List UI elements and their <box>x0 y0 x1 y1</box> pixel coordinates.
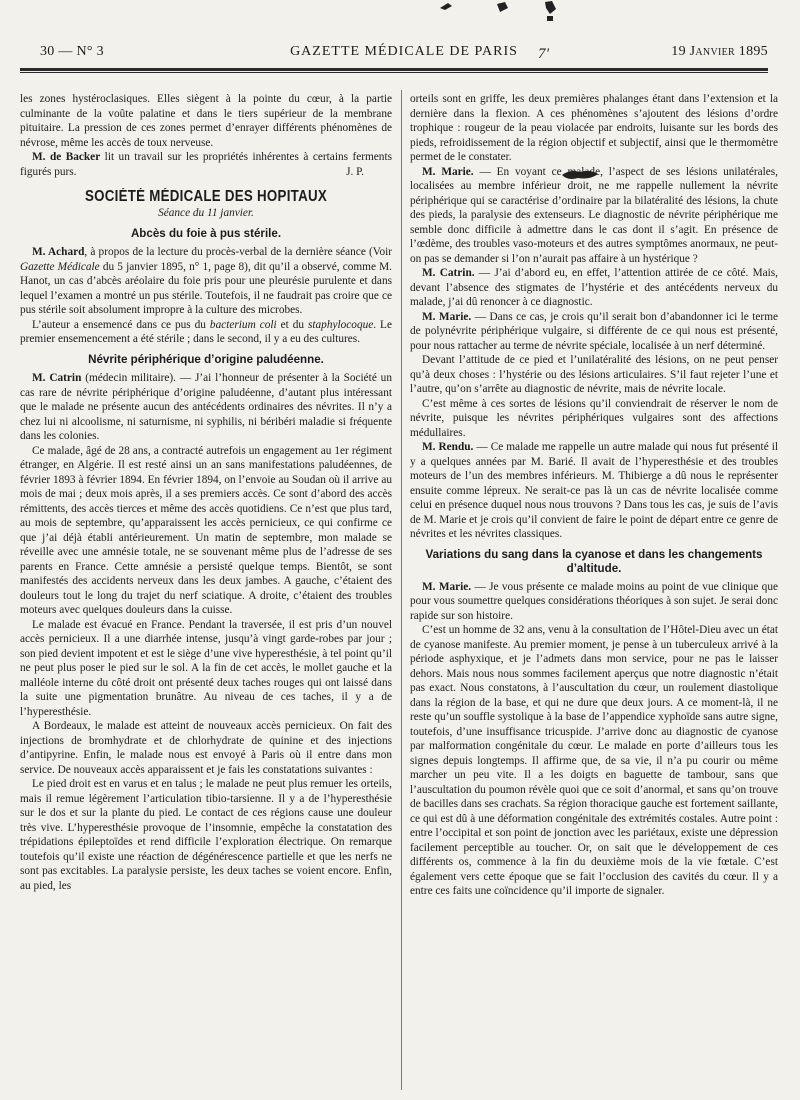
right-column <box>410 92 778 1092</box>
issue-date: 19 Janvier 1895 <box>671 44 768 59</box>
marie-paragraph: M. Marie. — En voyant ce malade, l’aspect de ses lésions unilatérales, localisées au membre inférieur droit, ne me rappelle nullement la névrite périphérique qui se caractérise d’ordinaire par la bilatéralité des lésions, la chute des pieds, la paralysie des extenseurs. Le diagnostic de névrite périphérique me semble donc difficile à admettre dans le cas dont il s’agit. En présence de l’œdème, des troubles vaso-moteurs et des autres symptômes anormaux, ne peut-on pas se demander si l’on n’aurait pas affaire à un hystérique ? <box>410 165 778 265</box>
catrin-paragraph: M. Catrin (médecin militaire). — J’ai l’honneur de présenter à la Société un cas rare de névrite périphérique d’origine paludéenne, d’autant plus intéressant que le malade ne présente aucun des antécédents ordinaires des névrites. Il n’y a chez lui ni alcoolisme, ni saturnisme, ni syphilis, ni béribéri maladie si fréquente dans les colonies. <box>20 372 392 442</box>
marie-paragraph: M. Marie. — Dans ce cas, je crois qu’il serait bon d’abandonner ici le terme de polynévrite périphérique vulgaire, si différente de ce qui nous est présenté, pour nous rattacher au terme de névrite spéciale, localisée à un nerf déterminé. <box>410 310 778 352</box>
speaker-catrin: M. Catrin <box>32 372 82 384</box>
left-column <box>20 92 392 1092</box>
body-paragraph: Le malade est évacué en France. Pendant la traversée, il est pris d’un nouvel accès pernicieux. Il a une diarrhée intense, jusqu’à vingt garde-robes par jour ; son pied devient impotent et est le siège d’une vive hyperesthésie, à tel point qu’il ne peut plus poser le pied sur le sol. A la fin de cet accès, le mollet gauche et la malléole interne du côté droit ont présenté deux taches rouges qui ont laissé dans la suite une pigmentation brunâtre. Au niveau de ces taches, il y a de l’hyperesthésie. <box>20 618 392 718</box>
column-separator <box>401 90 402 1090</box>
topic-nevrite: Névrite périphérique d’origine paludéenne. <box>88 352 324 366</box>
catrin-reply-paragraph: M. Catrin. — J’ai d’abord eu, en effet, l’attention attirée de ce côté. Mais, devant l’absence des stigmates de l’hystérie et des antécédents nerveux du malade, j’ai dû renoncer à ce diagnostic. <box>410 267 778 308</box>
speaker-marie: M. Marie. <box>422 165 474 178</box>
journal-title: GAZETTE MÉDICALE DE PARIS <box>290 44 518 59</box>
header-rule <box>20 68 768 71</box>
signature: J. P. <box>346 166 364 178</box>
speaker-marie: M. Marie. <box>422 310 472 323</box>
society-title: SOCIÉTÉ MÉDICALE DES HOPITAUX <box>84 187 328 205</box>
body-paragraph: Devant l’attitude de ce pied et l’unilatéralité des lésions, on ne peut penser qu’à deux choses : l’hystérie ou des lésions articulaires. S’il faut rejeter l’une et l’autre, qu’on s’arrête au diagnostic de névrite, mais de névrite locale. <box>410 354 778 395</box>
handwritten-annotation: 7' <box>538 46 550 62</box>
header-rule-thin <box>20 72 768 73</box>
speaker-marie: M. Marie. <box>422 580 472 593</box>
achard-paragraph: M. Achard, à propos de la lecture du procès-verbal de la dernière séance (Voir Gazette Médicale du 5 janvier 1895, n° 1, page 8), dit qu’il a observé, comme M. Hanot, un cas d’abcès aréolaire du foie pris pour une pleurésie purulente et dans lequel l’examen a montré un pus stérile. Toutefois, il ne faudrait pas croire que ce pus stérile soit absolument impropre à la culture des microbes. <box>20 246 392 316</box>
debacker-paragraph: M. de Backer lit un travail sur les propriétés inhérentes à certains ferments figurés purs. <box>20 151 392 178</box>
speaker-catrin: M. Catrin. <box>422 267 475 279</box>
page-number: 30 — N° 3 <box>40 44 104 59</box>
body-paragraph: orteils sont en griffe, les deux premières phalanges étant dans l’extension et la dernière dans la flexion. A ces phénomènes s’ajoutent des lésions d’ordre trophique : rougeur de la peau violacée par endroits, luisante sur les bords des pieds, refroidissement de la région objectif et subjectif, ainsi que le thermomètre permet de le constater. <box>410 93 778 163</box>
topic-abces: Abcès du foie à pus stérile. <box>130 226 282 240</box>
topic-cyanose: Variations du sang dans la cyanose et dans les changements d’altitude. <box>425 547 763 575</box>
rendu-paragraph: M. Rendu. — Ce malade me rappelle un autre malade qui nous fut présenté il y a quelques années par M. Barié. Il avait de l’hyperesthésie et des troubles moteurs de l’un des membres inférieurs. M. Thibierge a dû nous le représenter ensuite comme lépreux. Ne serait-ce pas là un cas de névrite localisée comme celui en présence duquel nous nous trouvons ? Dans tous les cas, je suis de l’avis de M. Marie et je crois qu’il convient de faire le point de départ entre ce genre de névrites et les névrites classiques. <box>410 441 778 540</box>
body-paragraph: Ce malade, âgé de 28 ans, a contracté autrefois un engagement au 1er régiment étranger, en Algérie. Il est resté ainsi un an sans manifestations paludéennes, de février 1893 à février 1894. En février 1894, on l’envoie au Soudan où il arrive au mois de mai ; deux mois après, il a ses premiers accès. Ce sont d’abord des accès rémittents, des accès tierces et même des accès quotidiens. Ce n’est que plus tard, au mois de septembre, qu’apparaissent les accès pernicieux, ce qui confirme ce que j’ai déjà établi antérieurement. Un matin de septembre, mon malade se réveille avec une amnésie totale, ne se souvenant même plus de l’adresse de ses parents en France. Cette amnésie a persisté quelque temps. Bientôt, se sont manifestés des accidents nerveux dans les deux jambes. A gauche, c’étaient des douleurs tout le long du trajet du nerf sciatique. A droite, c’étaient des troubles moteurs avec quelques douleurs dans la cuisse. <box>20 444 392 616</box>
marie-paragraph: M. Marie. — Je vous présente ce malade moins au point de vue clinique que pour vous soumettre quelques considérations théoriques à son sujet. Je serai donc rapide sur son histoire. <box>410 580 778 622</box>
speaker-debacker: M. de Backer <box>32 151 101 163</box>
speaker-rendu: M. Rendu. <box>422 441 474 453</box>
seance-date: Séance du 11 janvier. <box>158 207 254 219</box>
body-paragraph: C’est même à ces sortes de lésions qu’il conviendrait de réserver le nom de névrite, puisque les névrites périphériques vulgaires sont des affections médullaires. <box>410 397 778 439</box>
body-paragraph: A Bordeaux, le malade est atteint de nouveaux accès pernicieux. On fait des injections de bromhydrate et de chlorhydrate de quinine et des injections d’antipyrine. Enfin, le malade nous est envoyé à Paris où il entre dans mon service. De nouveaux accès apparaissent et je fais les constatations suivantes : <box>20 720 392 776</box>
running-header <box>40 44 768 66</box>
body-paragraph: C’est un homme de 32 ans, venu à la consultation de l’Hôtel-Dieu avec un état de cyanose manifeste. Au premier moment, je pense à un tuberculeux arrivé à la période asphyxique, et je l’admets dans mon service, pour ne pas le laisser dehors. Mais nous nous sommes facilement aperçus que notre diagnostic n’était pas exact. Nous constatons, à l’auscultation du cœur, un roulement diastolique dans la région de la base, et qui ne dure que deux jours. A ce moment-là, il ne reste qu’un souffle systolique à la base de l’appendice xyphoïde sans autre signe, toutefois, d’une insuffisance tricuspide. J’arrive donc au diagnostic de cyanose par malformation congénitale du cœur. Le malade en porte d’ailleurs tous les signes depuis longtemps. Il affirme que, de sa vie, il n’a pu courir ou même marcher un peu vite. Il a les doigts en baguette de tambour, sans que l’auscultation du poumon révèle quoi que ce soit d’anormal, et sans qu’on trouve de bacilles dans ses crachats. Sa région thoracique gauche est fortement saillante, ce qui est dû à une déformation congénitale des extrémités costales. Autre point : entre l’occipital et son point de jonction avec les pariétaux, existe une dépression facilement perceptible au toucher. Or, on sait que le développement de ces différents os, commence à la fin du deuxième mois de la vie fœtale. C’est également vers cette époque que se fait l’occlusion des cavités du cœur. Il y a entre ces faits une coïncidence qu’il importe de signaler. <box>410 624 778 897</box>
intro-paragraph: les zones hystéroclasiques. Elles siègent à la pointe du cœur, à la partie culminante de la voûte palatine et dans le tiers supérieur de la membrane pituitaire. La pression de ces zones permet d’enrayer différents phénomènes de névrose, même les accès de toux nerveuse. <box>20 93 392 149</box>
ensemencement-paragraph: L’auteur a ensemencé dans ce pus du bacterium coli et du staphylocoque. Le premier ensemencement a été stérile ; dans le second, il y a eu des cultures. <box>20 318 392 345</box>
speaker-achard: M. Achard <box>32 246 85 258</box>
body-paragraph: Le pied droit est en varus et en talus ; le malade ne peut plus remuer les orteils, mais il remue légèrement l’articulation tibio-tarsienne. Il y a de l’hyperesthésie sur le dos et sur la plante du pied. Le contact de ces régions cause une douleur très vive. L’hyperesthésie provoque de l’insomnie, empêche la constatation des trépidations épileptoïdes et rend difficile l’exploration électrique. On remarque toutefois qu’il existe une réaction de dégénérescence partielle et que les nerfs ne sont pas excitables. La paralysie persiste, les deux taches se voient encore. Enfin, au pied, les <box>20 778 392 892</box>
